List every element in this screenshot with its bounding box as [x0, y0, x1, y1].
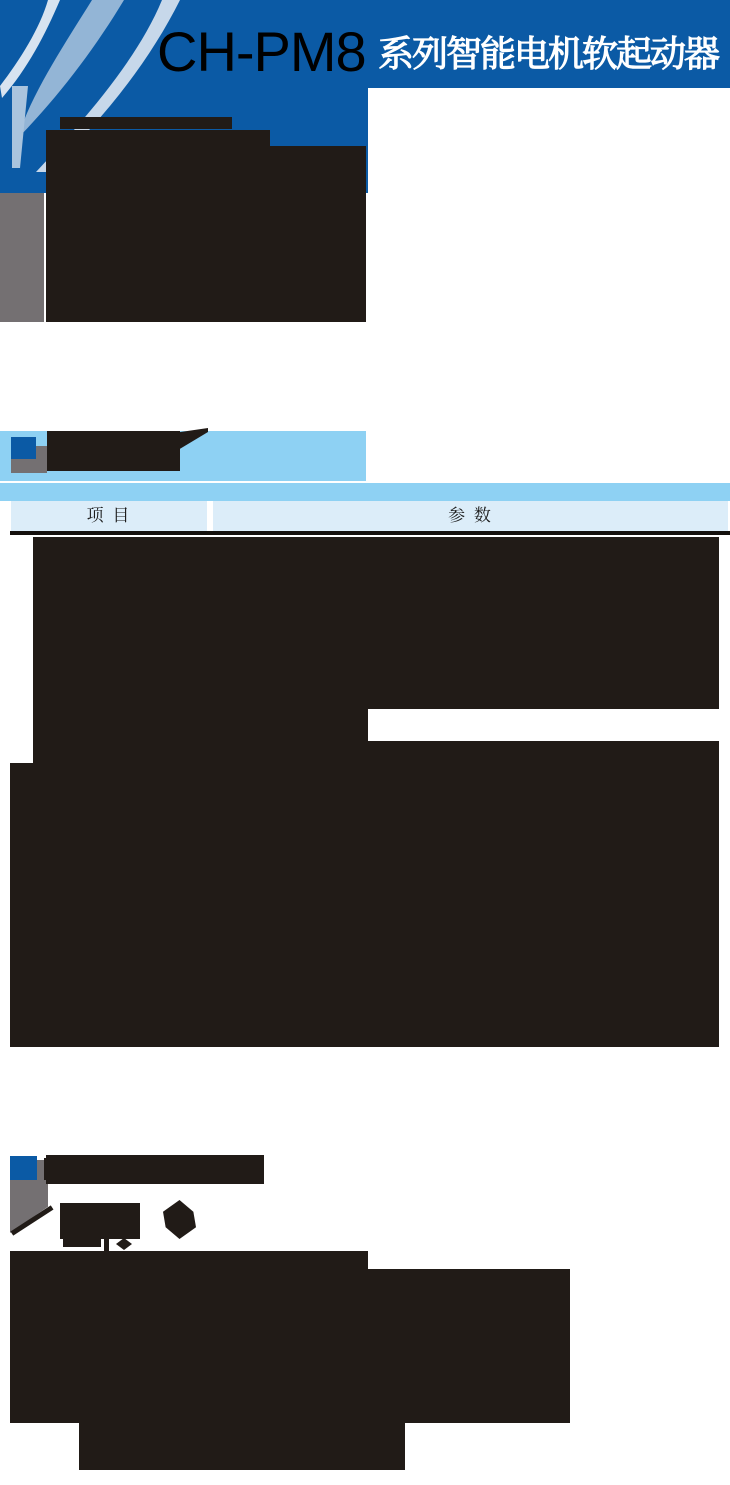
redacted-table-body: [33, 537, 719, 1047]
section1-bullet-square: [11, 437, 36, 459]
redacted-intro-line: [60, 117, 232, 129]
series-title: 系列智能电机软起动器: [378, 33, 719, 74]
section1-sky-band-full: [0, 483, 730, 501]
redacted-section2-title: [46, 1155, 264, 1184]
redacted-text-fragment-5: [116, 1238, 132, 1250]
redacted-section1-title: [47, 431, 180, 471]
redacted-feature-block-left: [10, 1251, 368, 1423]
table-body-white-gap: [368, 709, 719, 741]
redacted-text-fragment-2: [163, 1200, 196, 1239]
product-model: CH-PM8: [157, 20, 366, 83]
redacted-intro-block: [46, 130, 270, 322]
redacted-text-fragment-1: [60, 1203, 140, 1239]
redacted-text-fragment-4: [104, 1238, 109, 1252]
table-header-underline: [10, 531, 730, 535]
table-header-item-label: 项 目: [86, 506, 132, 525]
section2-bullet-square: [10, 1156, 37, 1180]
redacted-feature-block-right: [368, 1269, 570, 1423]
table-header-param-label: 参 数: [448, 506, 493, 525]
left-gray-block: [0, 193, 44, 322]
redacted-text-fragment-3: [63, 1239, 101, 1247]
table-header-item-cell: [11, 501, 207, 531]
redacted-feature-block-bottom: [79, 1423, 405, 1470]
table-header-param-cell: [213, 501, 728, 531]
redacted-table-body-left-edge: [10, 763, 34, 1047]
redacted-intro-block-right: [268, 146, 366, 322]
